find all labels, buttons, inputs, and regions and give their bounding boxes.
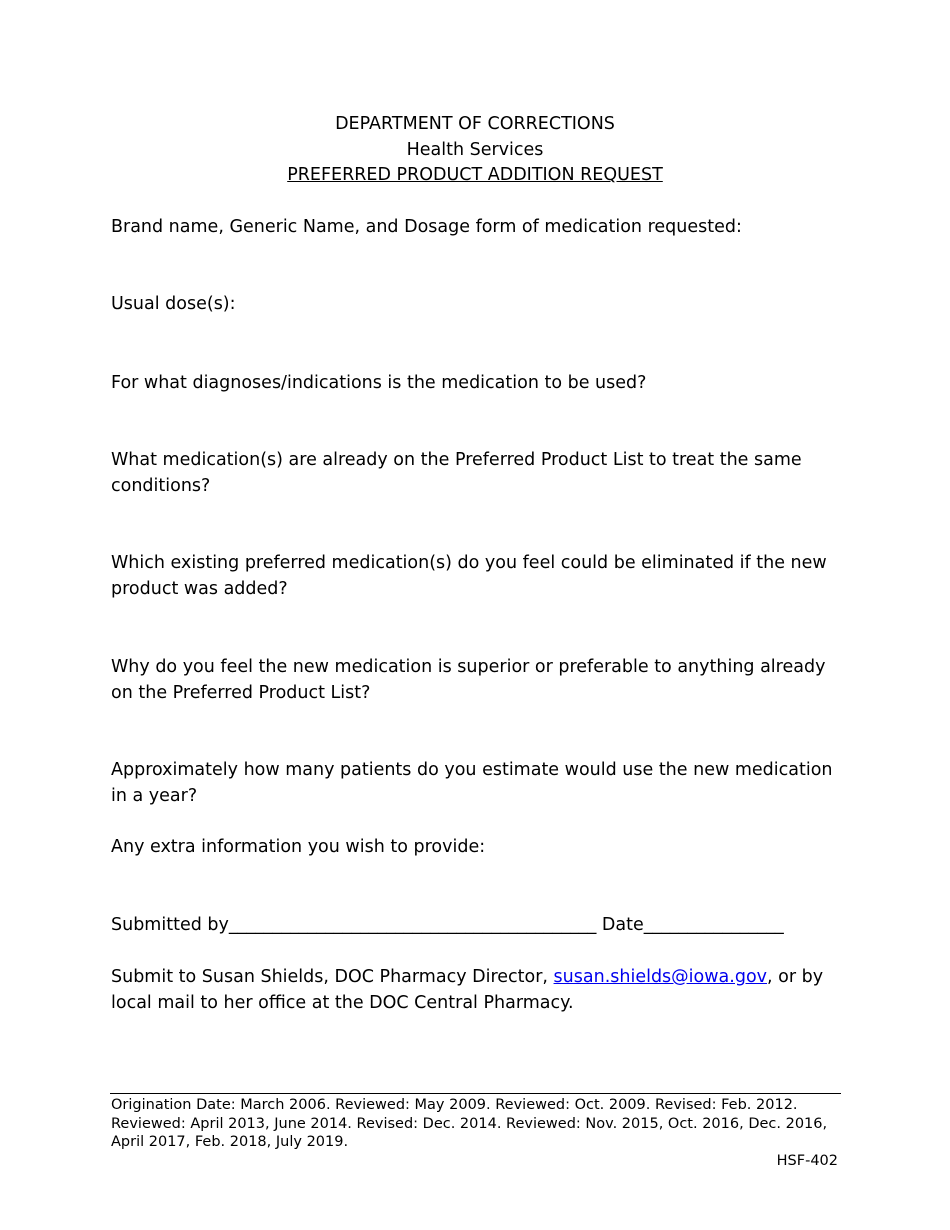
question-diagnoses: For what diagnoses/indications is the medication to be used?: [111, 373, 647, 393]
date-field[interactable]: ________________: [643, 915, 784, 935]
question-extra-information: Any extra information you wish to provide:: [111, 837, 486, 857]
question-superiority: Why do you feel the new medication is superior or preferable to anything already on the Preferred Product List?: [111, 657, 826, 703]
form-header: [0, 112, 950, 189]
question-medication-name: Brand name, Generic Name, and Dosage form of medication requested:: [111, 217, 742, 237]
question-usual-dose: Usual dose(s):: [111, 294, 236, 314]
submission-instructions: [111, 964, 841, 1016]
footer-divider: [110, 1093, 841, 1094]
form-title: [0, 163, 950, 189]
submitted-by-label: Submitted by: [111, 915, 229, 935]
form-code: HSF-402: [776, 1153, 838, 1169]
revision-history: Origination Date: March 2006. Reviewed: May 2009. Reviewed: Oct. 2009. Revised: Feb. 2012. Reviewed: April 2013, June 2014. Revised: Dec. 2014. Reviewed: Nov. 2015, Oct. 2016, Dec. 2016, April 2017, Feb. 2018, July 2019.: [111, 1097, 828, 1150]
division-name: Health Services: [406, 139, 544, 160]
date-label: Date: [601, 915, 644, 935]
submitted-by-field[interactable]: __________________________________________: [228, 915, 597, 935]
department-name: DEPARTMENT OF CORRECTIONS: [335, 114, 615, 134]
question-patient-estimate: Approximately how many patients do you estimate would use the new medication in a year?: [111, 760, 833, 806]
question-existing-medications: What medication(s) are already on the Preferred Product List to treat the same conditions?: [111, 450, 802, 496]
question-eliminated-medications: Which existing preferred medication(s) do you feel could be eliminated if the new product was added?: [111, 553, 827, 599]
form-title-text: PREFERRED PRODUCT ADDITION REQUEST: [287, 165, 663, 185]
submit-to-prefix: Submit to Susan Shields, DOC Pharmacy Director,: [111, 967, 554, 987]
signature-row: [111, 912, 851, 938]
pharmacy-director-email-link[interactable]: susan.shields@iowa.gov: [553, 967, 768, 987]
submit-to-suffix: , or by local mail to her office at the DOC Central Pharmacy.: [111, 967, 824, 1013]
